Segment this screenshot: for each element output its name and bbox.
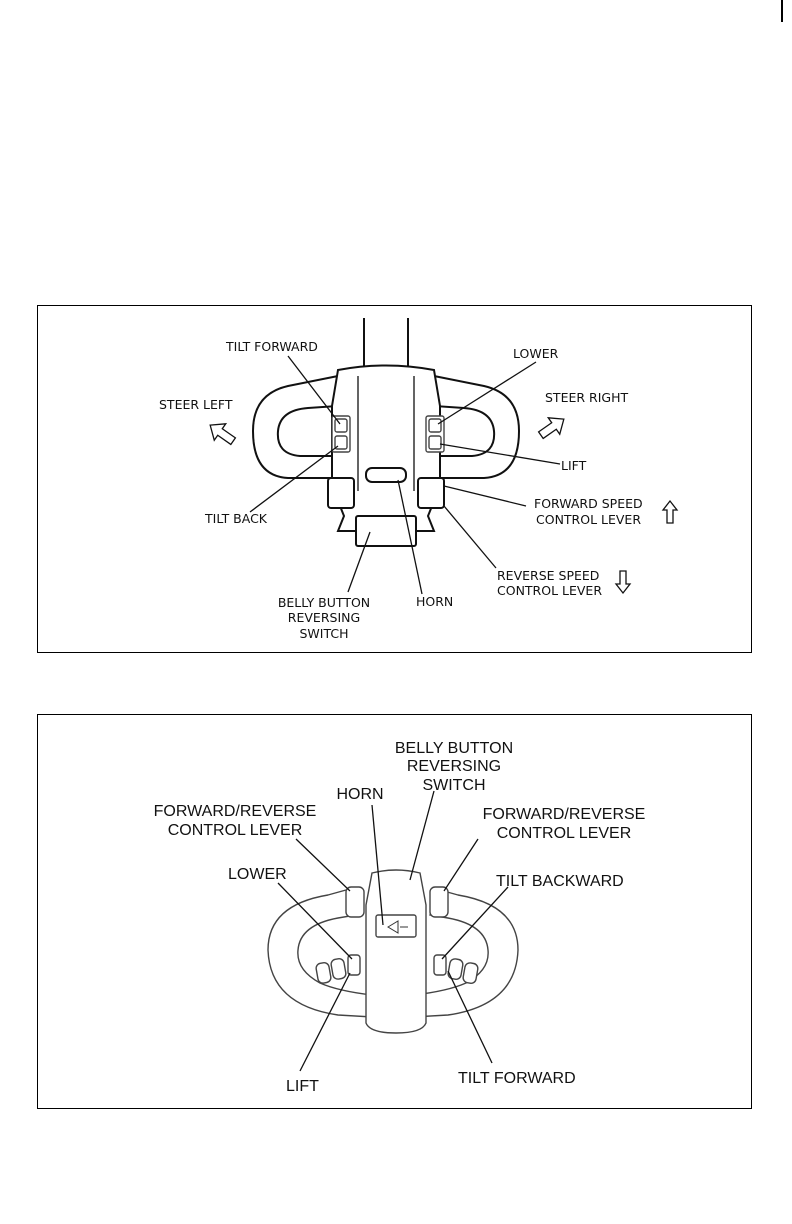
- label-belly-line3: SWITCH: [299, 626, 349, 641]
- label-belly-line1: BELLY BUTTON: [394, 740, 514, 757]
- label-horn: HORN: [336, 786, 384, 803]
- lift-button[interactable]: [429, 436, 441, 449]
- label-tilt-forward: TILT FORWARD: [226, 339, 318, 354]
- label-reverse-speed-line1: REVERSE SPEED: [497, 568, 600, 583]
- right-button-pod: [434, 955, 479, 984]
- figure-2-diagram: [38, 715, 753, 1110]
- label-lift: LIFT: [286, 1078, 319, 1095]
- label-forward-speed-line2: CONTROL LEVER: [536, 512, 642, 527]
- label-tilt-backward: TILT BACKWARD: [496, 873, 624, 890]
- forward-arrow-icon: [663, 501, 677, 523]
- lower-button[interactable]: [429, 419, 441, 432]
- figure-2-tiller-top-view: [37, 714, 752, 1109]
- steer-left-arrow-icon: [204, 417, 238, 449]
- figure-1-tiller-top-view: [37, 305, 752, 653]
- label-steer-right: STEER RIGHT: [545, 390, 629, 405]
- label-fr-right-line2: CONTROL LEVER: [496, 825, 632, 842]
- label-reverse-speed-line2: CONTROL LEVER: [497, 583, 603, 598]
- label-fr-right-line1: FORWARD/REVERSE: [482, 806, 646, 823]
- steer-right-arrow-icon: [535, 411, 569, 443]
- tilt-rocker[interactable]: [434, 955, 446, 975]
- lower-lift-rocker[interactable]: [348, 955, 360, 975]
- label-forward-speed-line1: FORWARD SPEED: [534, 496, 643, 511]
- label-tilt-back: TILT BACK: [205, 511, 268, 526]
- left-button-pod: [315, 955, 360, 984]
- label-lift: LIFT: [561, 458, 587, 473]
- label-lower: LOWER: [228, 866, 287, 883]
- page-corner-mark: [781, 0, 783, 22]
- label-steer-left: STEER LEFT: [159, 397, 233, 412]
- reverse-arrow-icon: [616, 571, 630, 593]
- left-button-pod: [332, 416, 350, 452]
- tilt-forward-button[interactable]: [335, 419, 347, 432]
- label-belly-line3: SWITCH: [422, 777, 486, 794]
- label-belly-line1: BELLY BUTTON: [277, 595, 371, 610]
- figure-1-diagram: [38, 306, 753, 654]
- tiller-handle: [253, 366, 519, 547]
- label-fr-left-line1: FORWARD/REVERSE: [153, 803, 317, 820]
- tiller-handle: [268, 870, 518, 1033]
- horn-button[interactable]: [366, 468, 406, 482]
- label-fr-left-line2: CONTROL LEVER: [167, 822, 303, 839]
- label-horn: HORN: [416, 594, 454, 609]
- label-lower: LOWER: [513, 346, 559, 361]
- label-tilt-forward: TILT FORWARD: [458, 1070, 576, 1087]
- label-belly-line2: REVERSING: [287, 610, 361, 625]
- label-belly-line2: REVERSING: [406, 758, 502, 775]
